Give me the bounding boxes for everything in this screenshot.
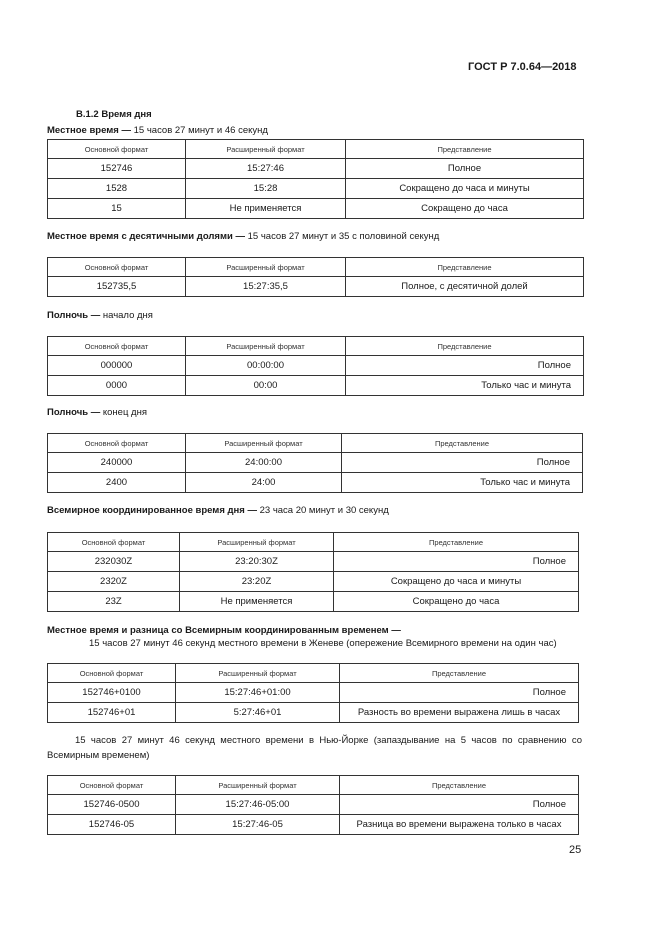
header-extended: Расширенный формат [180,533,334,552]
table-row [48,277,584,297]
table-row [48,795,579,815]
table-cell: 15:27:35,5 [186,277,346,297]
header-basic: Основной формат [48,664,176,683]
header-basic: Основной формат [48,776,176,795]
table-cell: 00:00:00 [186,356,346,376]
time-table-local [47,139,584,219]
table-row [48,453,583,473]
block-caption: Местное время и разница со Всемирным координированным временем — [47,625,401,636]
block-note: 15 часов 27 минут 46 секунд местного времени в Женеве (опережение Всемирного времени на один час) [89,638,557,649]
table-cell: Разница во времени выражена только в часах [340,815,579,835]
table-cell: Полное [334,552,579,572]
header-extended: Расширенный формат [186,258,346,277]
table-cell: 1528 [48,179,186,199]
table-cell: Полное [346,159,584,179]
header-basic: Основной формат [48,434,186,453]
table-cell: 152746 [48,159,186,179]
table-cell: 15:28 [186,179,346,199]
table-cell: 15:27:46-05:00 [176,795,340,815]
block-note: 15 часов 27 минут 46 секунд местного времени в Нью-Йорке (запаздывание на 5 часов по сравнению со Всемирным временем) [47,735,582,761]
table-cell: Сокращено до часа [346,199,584,219]
time-table-utc [47,532,579,612]
header-representation: Представление [346,140,584,159]
header-representation: Представление [334,533,579,552]
table-cell: 152735,5 [48,277,186,297]
table-row [48,376,584,396]
time-table-midnight-start [47,336,584,396]
table-cell: 24:00:00 [186,453,342,473]
table-header-row [48,140,584,159]
table-header-row [48,258,584,277]
table-header-row [48,533,579,552]
table-header-row [48,776,579,795]
table-cell: 00:00 [186,376,346,396]
header-basic: Основной формат [48,337,186,356]
header-representation: Представление [340,664,579,683]
table-row [48,815,579,835]
header-basic: Основной формат [48,258,186,277]
table-cell: 2320Z [48,572,180,592]
table-row [48,199,584,219]
block-caption: Полночь — конец дня [47,407,147,418]
table-cell: Полное [342,453,583,473]
table-cell: Сокращено до часа и минуты [346,179,584,199]
table-row [48,552,579,572]
section-title: В.1.2 Время дня [76,109,152,120]
table-cell: Только час и минута [342,473,583,493]
table-row [48,703,579,723]
table-cell: 152746+01 [48,703,176,723]
table-cell: Не применяется [186,199,346,219]
header-representation: Представление [342,434,583,453]
table-cell: 240000 [48,453,186,473]
table-cell: Разность во времени выражена лишь в часах [340,703,579,723]
table-row [48,179,584,199]
table-cell: 5:27:46+01 [176,703,340,723]
block-caption: Всемирное координированное время дня — 23 часа 20 минут и 30 секунд [47,505,389,516]
table-cell: Сокращено до часа [334,592,579,612]
table-row [48,473,583,493]
header-representation: Представление [346,258,584,277]
header-representation: Представление [340,776,579,795]
table-header-row [48,664,579,683]
block-caption: Местное время с десятичными долями — 15 часов 27 минут и 35 с половиной секунд [47,231,440,242]
table-cell: Сокращено до часа и минуты [334,572,579,592]
block-caption: Местное время — 15 часов 27 минут и 46 секунд [47,125,268,136]
table-header-row [48,434,583,453]
time-table-geneva [47,663,579,723]
header-extended: Расширенный формат [186,434,342,453]
table-cell: 23:20:30Z [180,552,334,572]
table-cell: 23Z [48,592,180,612]
table-cell: 15:27:46-05 [176,815,340,835]
table-cell: 152746-0500 [48,795,176,815]
table-row [48,356,584,376]
table-cell: 15 [48,199,186,219]
block-caption: Полночь — начало дня [47,310,153,321]
header-basic: Основной формат [48,140,186,159]
table-cell: 0000 [48,376,186,396]
header-extended: Расширенный формат [176,776,340,795]
header-extended: Расширенный формат [186,140,346,159]
table-header-row [48,337,584,356]
header-extended: Расширенный формат [186,337,346,356]
time-table-new-york [47,775,579,835]
table-cell: Полное [340,683,579,703]
table-row [48,683,579,703]
page-number: 25 [569,844,582,856]
table-cell: 000000 [48,356,186,376]
header-extended: Расширенный формат [176,664,340,683]
table-cell: 152746+0100 [48,683,176,703]
table-cell: 24:00 [186,473,342,493]
header-basic: Основной формат [48,533,180,552]
table-cell: Полное [340,795,579,815]
table-cell: Только час и минута [346,376,584,396]
table-cell: 2400 [48,473,186,493]
time-table-decimal [47,257,584,297]
table-cell: 232030Z [48,552,180,572]
table-cell: 15:27:46 [186,159,346,179]
time-table-midnight-end [47,433,583,493]
header-representation: Представление [346,337,584,356]
table-cell: Полное [346,356,584,376]
table-row [48,592,579,612]
table-cell: 152746-05 [48,815,176,835]
table-row [48,572,579,592]
table-cell: Не применяется [180,592,334,612]
table-row [48,159,584,179]
table-cell: Полное, с десятичной долей [346,277,584,297]
table-cell: 23:20Z [180,572,334,592]
document-code: ГОСТ Р 7.0.64—2018 [468,61,577,73]
table-cell: 15:27:46+01:00 [176,683,340,703]
